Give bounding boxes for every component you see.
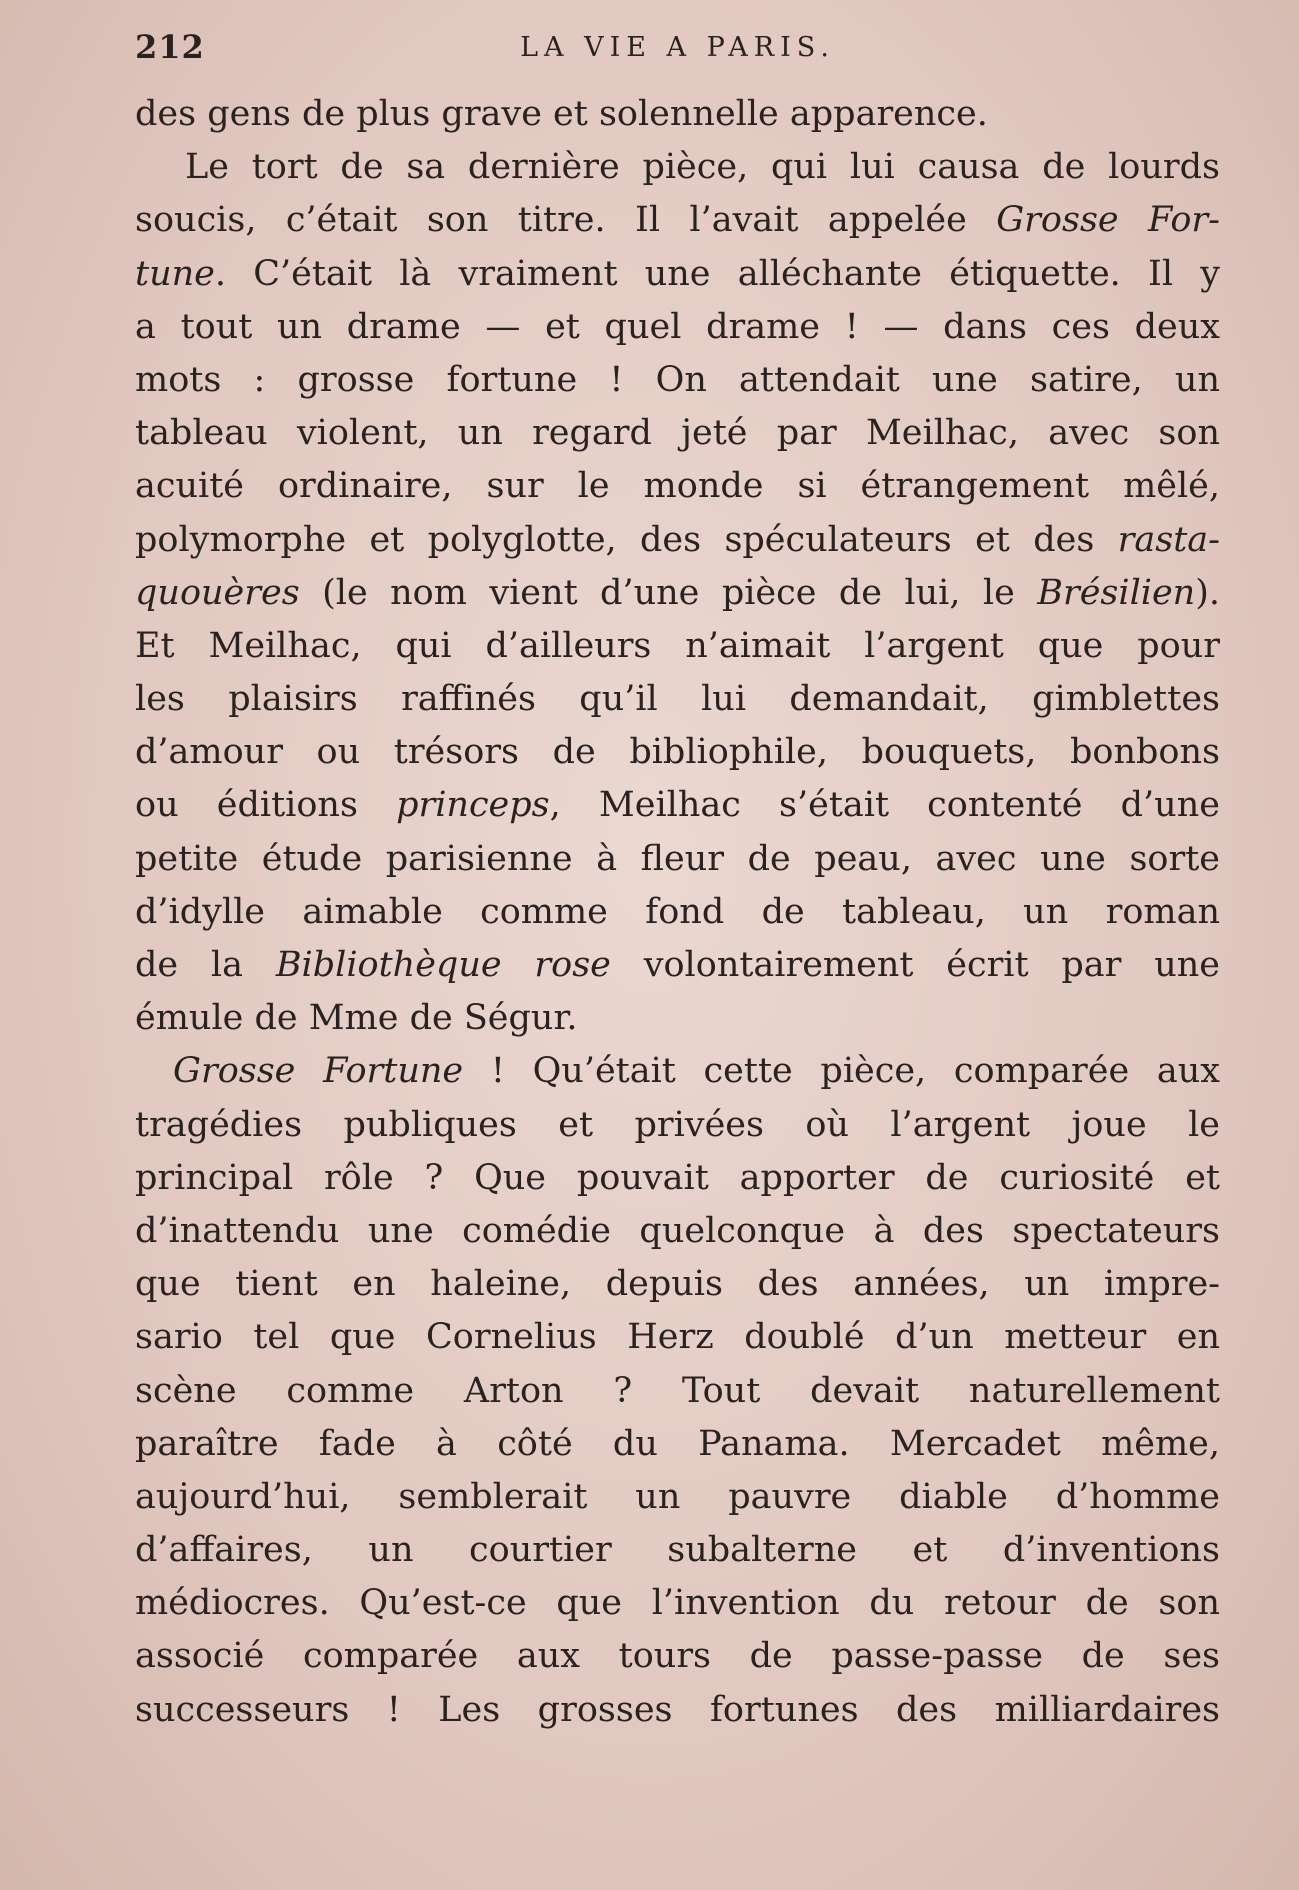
italic-text: Bibliothèque rose [275,945,611,985]
text-segment: d’affaires, un courtier subalterne et d’inventions [135,1530,1220,1571]
text-segment: volontairement écrit par une [610,945,1220,985]
text-segment: ou éditions [135,785,397,826]
text-segment: médiocres. Qu’est-ce que l’invention du retour de son [135,1583,1220,1624]
text-line [135,1524,1220,1577]
text-segment: successeurs ! Les grosses fortunes des milliardaires [135,1689,1220,1730]
text-line [135,673,1220,726]
text-line [135,1577,1220,1630]
text-line [135,1258,1220,1311]
text-segment: sario tel que Cornelius Herz doublé d’un metteur en [135,1317,1220,1358]
text-segment: tragédies publiques et privées où l’argent joue le [135,1104,1220,1145]
text-segment: associé comparée aux tours de passe-passe de ses [135,1636,1220,1677]
text-segment: Le tort de sa dernière pièce, qui lui causa de lourds [185,147,1220,188]
running-head [135,28,1220,68]
text-line [135,886,1220,939]
text-segment: . C’était là vraiment une alléchante étiquette. Il y [214,253,1220,294]
text-segment: les plaisirs raffinés qu’il lui demandait, gimblettes [135,679,1220,720]
text-segment: ! Qu’était cette pièce, comparée aux [463,1051,1220,1092]
text-line [135,1418,1220,1471]
body-text [135,88,1220,1737]
text-segment: principal rôle ? Que pouvait apporter de curiosité et [135,1157,1220,1198]
text-line [135,1471,1220,1524]
text-line [135,1684,1220,1737]
text-segment: que tient en haleine, depuis des années, un impre- [135,1264,1220,1305]
text-line [135,1311,1220,1364]
text-segment: ). [1195,572,1220,613]
text-line [135,301,1220,354]
text-line [135,354,1220,407]
text-line [135,1365,1220,1418]
italic-text: Brésilien [1037,572,1196,613]
text-line [135,1099,1220,1152]
text-segment: paraître fade à côté du Panama. Mercadet même, [135,1423,1220,1464]
text-line [135,514,1220,567]
italic-text: Grosse For- [996,200,1220,241]
italic-text: tune [135,253,215,294]
text-line [135,407,1220,460]
text-segment: aujourd’hui, semblerait un pauvre diable d’homme [135,1476,1220,1517]
text-segment: mots : grosse fortune ! On attendait une satire, un [135,359,1220,400]
text-segment: tableau violent, un regard jeté par Meilhac, avec son [135,413,1220,454]
text-line [135,1205,1220,1258]
text-line [135,141,1220,194]
text-segment: , Meilhac s’était contenté d’une [549,785,1220,826]
text-line [135,1152,1220,1205]
text-segment: petite étude parisienne à fleur de peau, avec une sorte [135,838,1220,879]
text-segment: (le nom vient d’une pièce de lui, le [299,572,1038,613]
text-line [135,248,1220,301]
text-segment: des gens de plus grave et solennelle apparence. [135,94,988,134]
running-title: LA VIE A PARIS. [520,32,835,63]
text-line [135,194,1220,247]
text-segment: soucis, c’était son titre. Il l’avait appelée [135,200,997,241]
page-number: 212 [135,28,205,66]
text-line [135,939,1220,992]
text-segment: acuité ordinaire, sur le monde si étrangement mêlé, [135,466,1220,507]
text-segment: a tout un drame — et quel drame ! — dans ces deux [135,306,1220,347]
text-line [135,833,1220,886]
text-line [135,460,1220,513]
text-segment: de la [135,945,276,985]
text-segment: d’amour ou trésors de bibliophile, bouquets, bonbons [135,732,1220,773]
text-line [135,779,1220,832]
text-line [135,567,1220,620]
text-line [135,620,1220,673]
text-segment: scène comme Arton ? Tout devait naturellement [135,1370,1220,1411]
text-segment: émule de Mme de Ségur. [135,998,578,1039]
italic-text: rasta- [1117,519,1220,560]
text-line [135,88,1220,141]
text-line [135,1045,1220,1098]
italic-text: Grosse Fortune [173,1051,464,1092]
italic-text: princeps [396,785,550,826]
italic-text: quouères [135,572,300,613]
text-line [135,992,1220,1045]
text-segment: d’idylle aimable comme fond de tableau, un roman [135,891,1220,932]
text-segment: Et Meilhac, qui d’ailleurs n’aimait l’argent que pour [135,625,1220,666]
text-line [135,726,1220,779]
text-segment: polymorphe et polyglotte, des spéculateurs et des [135,519,1118,560]
text-line [135,1630,1220,1683]
text-segment: d’inattendu une comédie quelconque à des spectateurs [135,1210,1220,1251]
